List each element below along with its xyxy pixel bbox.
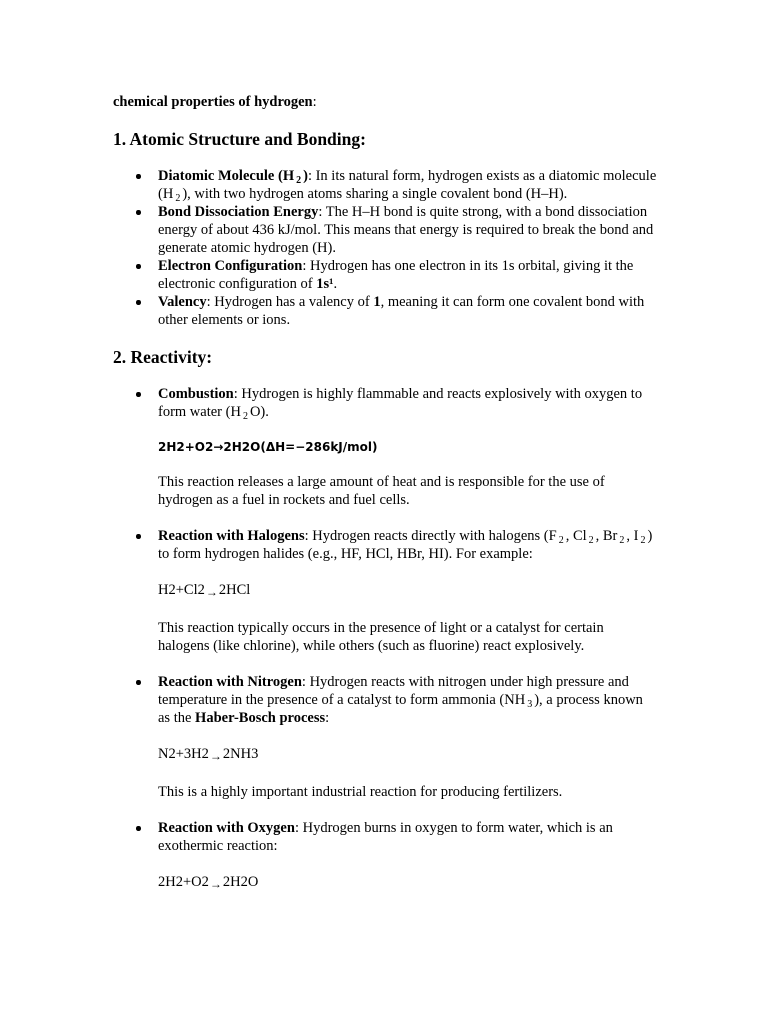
list-item-combustion: [158, 385, 658, 509]
combustion-equation: 2H2+O2→2H2O(ΔH=−286kJ/mol): [158, 440, 378, 454]
nitrogen-equation: [158, 745, 658, 765]
list-item-electron-configuration: [158, 257, 658, 293]
item-text: :: [325, 710, 330, 726]
item-label: [158, 168, 308, 184]
item-label: Reaction with Oxygen: [158, 820, 295, 836]
nitrogen-explanation: This is a highly important industrial reaction for producing fertilizers.: [158, 784, 563, 800]
arrow-icon: →: [205, 585, 218, 599]
equation-left: H2+Cl2: [158, 582, 205, 598]
label-end: ): [303, 168, 308, 184]
item-text: ) to form hydrogen halides (e.g., HF, HCl, HBr, HI). For example:: [158, 528, 653, 562]
halogen-equation: [158, 581, 658, 601]
item-text: , I: [626, 528, 639, 544]
item-text: , Cl: [565, 528, 587, 544]
item-text: : Hydrogen burns in oxygen to form water, which is an exothermic reaction:: [158, 820, 613, 854]
item-text: : The H–H bond is quite strong, with a bond dissociation energy of about 436 kJ/mol. This means that energy is required to break the bond and generate atomic hydrogen (H).: [158, 204, 654, 256]
halogen-explanation: This reaction typically occurs in the presence of light or a catalyst for certain halogens (like chlorine), while others (such as fluorine) react explosively.: [158, 620, 604, 654]
list-item-valency: [158, 293, 658, 329]
item-text: , meaning it can form one covalent bond with other elements or ions.: [158, 294, 645, 328]
arrow-icon: →: [209, 877, 222, 891]
item-text: ), with two hydrogen atoms sharing a single covalent bond (H–H).: [182, 186, 568, 202]
list-item-bond-dissociation-energy: [158, 203, 658, 257]
list-item-nitrogen: [158, 673, 658, 801]
equation-left: N2+3H2: [158, 746, 209, 762]
item-text: : Hydrogen is highly flammable and reacts explosively with oxygen to form water (H: [158, 386, 643, 420]
subscript: 2: [296, 175, 302, 186]
subscript: 2: [619, 535, 625, 546]
title-colon: :: [312, 94, 317, 110]
item-text: : Hydrogen has a valency of: [206, 294, 374, 310]
equation-right: 2NH3: [222, 746, 259, 762]
item-label: Reaction with Halogens: [158, 528, 305, 544]
document-title: [113, 93, 658, 111]
item-text: .: [333, 276, 338, 292]
label-text: Diatomic Molecule (H: [158, 168, 295, 184]
equation-left: 2H2+O2: [158, 874, 209, 890]
item-text: : In its natural form, hydrogen exists as a diatomic molecule (H: [158, 168, 657, 202]
haber-bosch-label: Haber-Bosch process: [195, 710, 326, 726]
list-item-halogens: [158, 527, 658, 655]
title-text: chemical properties of hydrogen: [113, 94, 313, 110]
combustion-explanation: This reaction releases a large amount of heat and is responsible for the use of hydrogen as a fuel in rockets and fuel cells.: [158, 474, 605, 508]
arrow-icon: →: [209, 749, 222, 763]
reactivity-list: [113, 385, 658, 893]
item-label: Valency: [158, 294, 207, 310]
subscript: 2: [640, 535, 646, 546]
list-item-diatomic-molecule: [158, 167, 658, 203]
item-label: Reaction with Nitrogen: [158, 674, 302, 690]
atomic-structure-list: [113, 167, 658, 329]
item-label: Electron Configuration: [158, 258, 303, 274]
subscript: 2: [175, 193, 181, 204]
subscript: 2: [588, 535, 594, 546]
equation-right: 2HCl: [218, 582, 251, 598]
valency-value: 1: [373, 294, 381, 310]
subscript: 2: [242, 411, 248, 422]
equation-right: 2H2O: [222, 874, 259, 890]
item-text: O).: [249, 404, 269, 420]
subscript: 3: [527, 699, 533, 710]
section-heading-atomic-structure: 1. Atomic Structure and Bonding:: [113, 129, 366, 149]
item-text: ), a process known as the: [158, 692, 643, 726]
item-text: , Br: [595, 528, 618, 544]
list-item-oxygen: [158, 819, 658, 893]
item-text: : Hydrogen reacts directly with halogens (F: [304, 528, 557, 544]
item-label: Bond Dissociation Energy: [158, 204, 319, 220]
subscript: 2: [558, 535, 564, 546]
item-label: Combustion: [158, 386, 234, 402]
oxygen-equation: [158, 873, 658, 893]
section-heading-reactivity: 2. Reactivity:: [113, 347, 213, 367]
electron-config-value: 1s¹: [316, 276, 334, 292]
item-text: : Hydrogen has one electron in its 1s orbital, giving it the electronic configuration of: [158, 258, 634, 292]
item-text: : Hydrogen reacts with nitrogen under high pressure and temperature in the presence of a catalyst to form ammonia (NH: [158, 674, 629, 708]
